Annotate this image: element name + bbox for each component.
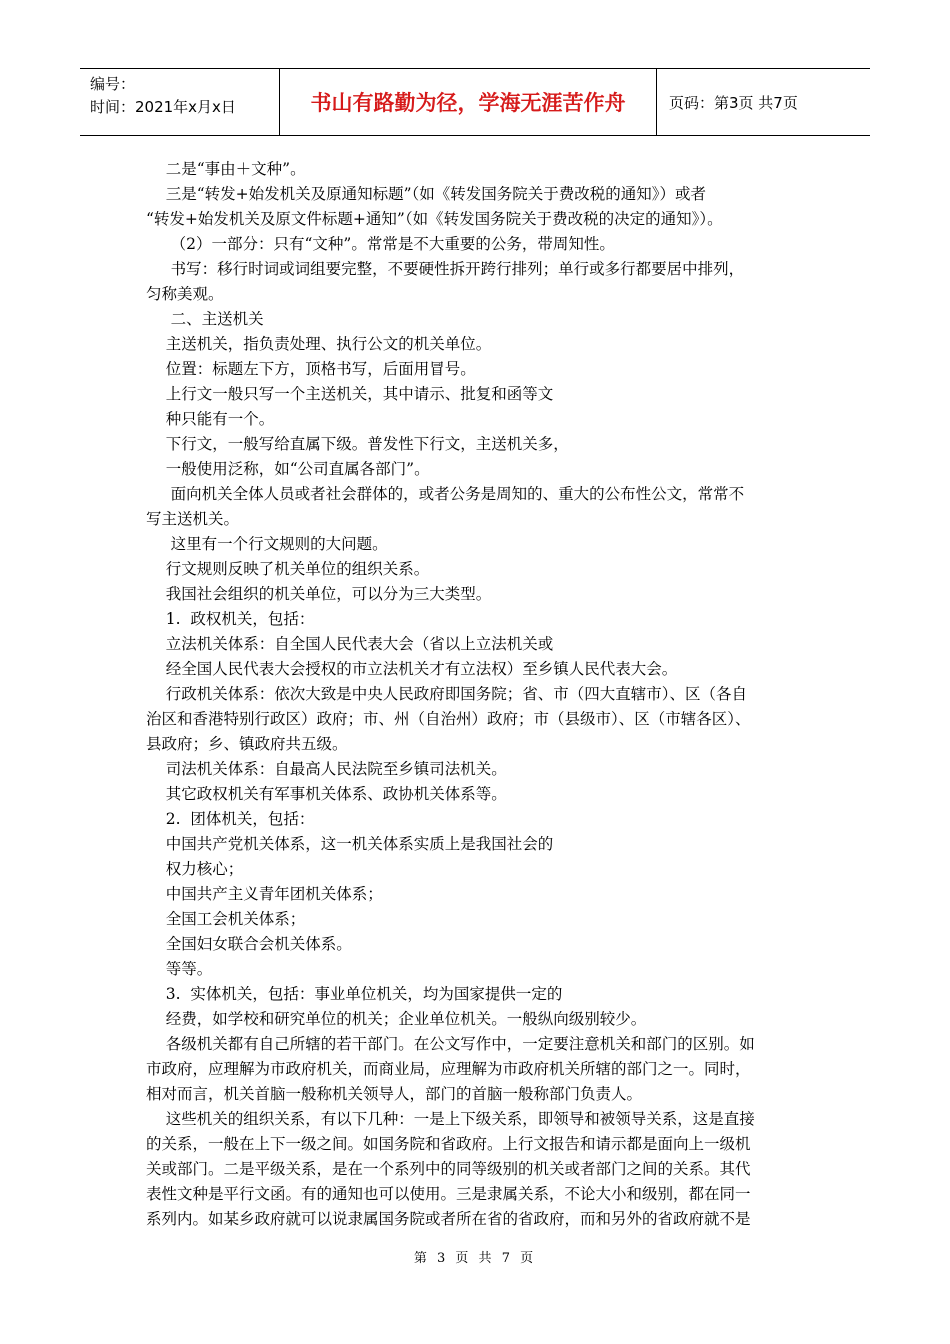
header-page-label: 页码：第3页 共7页 [669,93,798,112]
body-line: 位置：标题左下方，顶格书写，后面用冒号。 [146,360,476,378]
body-line: 主送机关，指负责处理、执行公文的机关单位。 [146,335,492,353]
document-body [146,157,806,1232]
body-line: 上行文一般只写一个主送机关，其中请示、批复和函等文 [146,385,554,403]
body-line: 立法机关体系：自全国人民代表大会（省以上立法机关或 [146,635,554,653]
body-line: 2. 团体机关，包括： [146,810,315,828]
doc-number-label: 编号： [90,75,136,93]
body-line: 关或部门。二是平级关系，是在一个系列中的同等级别的机关或者部门之间的关系。其代 [146,1160,751,1178]
body-line: 市政府，应理解为市政府机关，而商业局，应理解为市政府机关所辖的部门之一。同时， [146,1060,751,1078]
body-line: 三是“转发+始发机关及原通知标题”（如《转发国务院关于费改税的通知》）或者 [146,185,707,203]
body-line: 全国工会机关体系； [146,910,306,928]
body-line: 其它政权机关有军事机关体系、政协机关体系等。 [146,785,507,803]
doc-date-label: 时间：2021年x月x日 [90,98,236,116]
header-motto: 书山有路勤为径，学海无涯苦作舟 [280,69,657,135]
body-line: （2）一部分：只有“文种”。常常是不大重要的公务，带周知性。 [146,235,615,253]
body-line: 行文规则反映了机关单位的组织关系。 [146,560,430,578]
body-line: 经费，如学校和研究单位的机关；企业单位机关。一般纵向级别较少。 [146,1010,647,1028]
body-line: 经全国人民代表大会授权的市立法机关才有立法权）至乡镇人民代表大会。 [146,660,678,678]
body-line: 表性文种是平行文函。有的通知也可以使用。三是隶属关系，不论大小和级别，都在同一 [146,1185,751,1203]
body-line: 我国社会组织的机关单位，可以分为三大类型。 [146,585,492,603]
body-line: 等等。 [146,960,213,978]
body-line: 权力核心； [146,860,244,878]
body-line: 这些机关的组织关系，有以下几种：一是上下级关系，即领导和被领导关系，这是直接 [146,1110,755,1128]
body-line: 全国妇女联合会机关体系。 [146,935,352,953]
body-line: 县政府；乡、镇政府共五级。 [146,735,348,753]
body-line: 各级机关都有自己所辖的若干部门。在公文写作中，一定要注意机关和部门的区别。如 [146,1035,755,1053]
header-meta [80,69,280,135]
body-line: 中国共产主义青年团机关体系； [146,885,383,903]
body-line: 一般使用泛称，如“公司直属各部门”。 [146,460,430,478]
page-footer: 第 3 页 共 7 页 [413,1251,537,1266]
body-line: 治区和香港特别行政区）政府；市、州（自治州）政府；市（县级市）、区（市辖各区）、 [146,710,751,728]
body-line: 种只能有一个。 [146,410,275,428]
body-line: 中国共产党机关体系，这一机关体系实质上是我国社会的 [146,835,554,853]
body-line: 这里有一个行文规则的大问题。 [146,535,388,553]
body-line: “转发+始发机关及原文件标题+通知”（如《转发国务院关于费改税的决定的通知》）。 [146,210,723,228]
body-line: 二、主送机关 [146,310,264,328]
body-line: 书写：移行时词或词组要完整，不要硬性拆开跨行排列；单行或多行都要居中排列， [146,260,745,278]
body-line: 匀称美观。 [146,285,224,303]
body-line: 的关系，一般在上下一级之间。如国务院和省政府。上行文报告和请示都是面向上一级机 [146,1135,751,1153]
body-line: 系列内。如某乡政府就可以说隶属国务院或者所在省的省政府，而和另外的省政府就不是 [146,1210,751,1228]
body-line: 二是“事由＋文种”。 [146,160,306,178]
body-line: 下行文，一般写给直属下级。普发性下行文，主送机关多， [146,435,569,453]
body-line: 写主送机关。 [146,510,240,528]
body-line: 行政机关体系：依次大致是中央人民政府即国务院；省、市（四大直辖市）、区（各自 [146,685,747,703]
body-line: 1. 政权机关，包括： [146,610,315,628]
body-line: 司法机关体系：自最高人民法院至乡镇司法机关。 [146,760,507,778]
body-line: 面向机关全体人员或者社会群体的，或者公务是周知的、重大的公布性公文，常常不 [146,485,745,503]
body-line: 相对而言，机关首脑一般称机关领导人，部门的首脑一般称部门负责人。 [146,1085,643,1103]
page-header [80,68,870,136]
body-line: 3. 实体机关，包括：事业单位机关，均为国家提供一定的 [146,985,563,1003]
